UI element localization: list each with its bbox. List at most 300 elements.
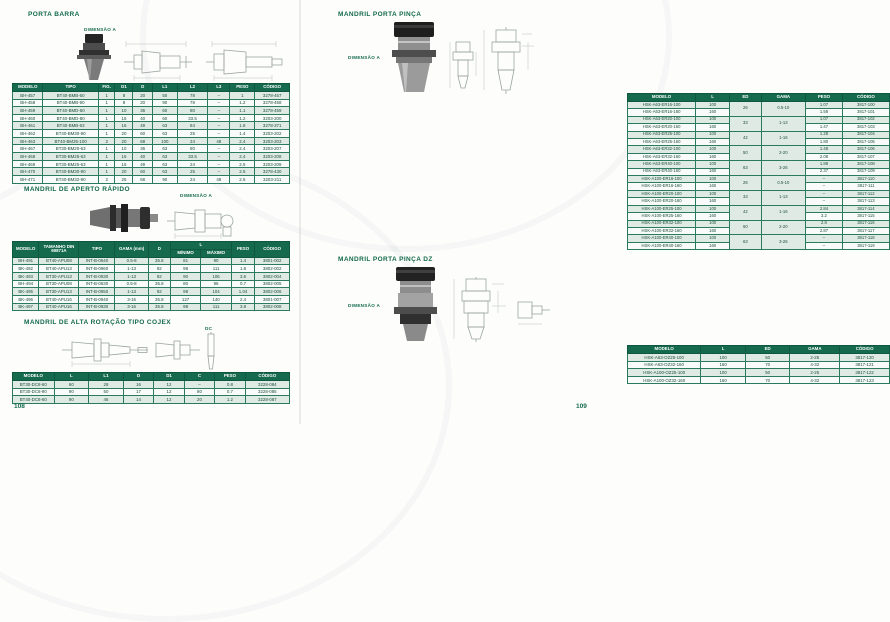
table-cell: BT30-APU08 [39, 280, 79, 288]
table-cell: 0.7 [231, 280, 255, 288]
table-cell: – [208, 160, 230, 168]
table-cell: BT40-APU16 [39, 295, 79, 303]
table-cell: 3817-121 [840, 361, 890, 369]
table-cell: 3817-123 [840, 376, 890, 384]
table-cell: 2.87 [806, 228, 843, 235]
table-cell: HSK-A63-OZ32-160 [628, 361, 701, 369]
table-cell: 49 [133, 160, 152, 168]
table-row [13, 137, 290, 145]
column-header: D [133, 84, 152, 92]
table-cell: BH-462 [13, 130, 43, 138]
table-cell: 3278-458 [255, 99, 290, 107]
table-cell: 50 [89, 388, 124, 396]
table-cell: BH-468 [13, 153, 43, 161]
table-cell: 63 [730, 161, 761, 176]
table-row [13, 396, 290, 404]
table-cell: 36 [133, 145, 152, 153]
table-cell: BH-469 [13, 160, 43, 168]
column-header: ED [745, 346, 790, 354]
table-cell: 70 [745, 361, 790, 369]
table-cell: 3817-113 [842, 198, 889, 205]
table-row [13, 160, 290, 168]
table-cell: HSK-A63-ER20-160 [628, 124, 696, 131]
table-row [13, 122, 290, 130]
table-row [13, 380, 290, 388]
column-header: C [184, 373, 214, 381]
table-cell: BK-497 [13, 303, 39, 311]
table-cell: – [208, 107, 230, 115]
table-cell: BT40-DC8-60 [13, 396, 55, 404]
dimension-label: DIMENSÃO A [180, 193, 213, 198]
table-cell: 1 [98, 168, 115, 176]
table-cell: HSK-A63-ER16-100 [628, 101, 696, 108]
table-cell: 1-16 [761, 205, 806, 220]
column-header: L [54, 373, 89, 381]
table-cell: BT40-BMB-60 [43, 91, 98, 99]
table-cell: 3817-108 [842, 161, 889, 168]
table-cell: 0.8 [215, 380, 245, 388]
table-cell: 160 [696, 153, 730, 160]
table-cell: 25 [177, 168, 207, 176]
section-title-porta-pinca-dz: MANDRIL PORTA PINÇA DZ [338, 256, 433, 263]
table-cell: BT40-BM32-90 [43, 176, 98, 184]
table-cell: 26 [730, 101, 761, 116]
table-cell: – [208, 91, 230, 99]
table-cell: 106 [201, 273, 231, 281]
porta-pinca-dz-table [627, 345, 890, 384]
table-cell: 92 [148, 273, 170, 281]
table-cell: 2.4 [230, 153, 255, 161]
table-cell: 40 [133, 153, 152, 161]
table-cell: 3203-203 [255, 137, 290, 145]
table-cell: 12 [154, 388, 184, 396]
table-cell: 127 [170, 295, 200, 303]
table-cell: 1.8 [231, 265, 255, 273]
column-header: PESO [231, 242, 255, 258]
technical-drawing-cojex-1 [60, 331, 152, 374]
table-cell: 90 [54, 388, 89, 396]
table-cell: – [806, 242, 843, 249]
table-cell: BT30-DC8-90 [13, 388, 55, 396]
table-cell: 25 [115, 176, 133, 184]
table-cell: BH-458 [13, 99, 43, 107]
table-cell: 2.5 [230, 168, 255, 176]
table-cell: HSK-A63-ER32-100 [628, 146, 696, 153]
table-cell: 3-16 [115, 303, 148, 311]
table-row [13, 91, 290, 99]
table-cell: HSK-A100-ER32-100 [628, 220, 696, 227]
column-header: D1 [115, 84, 133, 92]
technical-drawing-pinca-1 [448, 38, 478, 95]
table-cell: 3817-119 [842, 242, 889, 249]
table-cell: 2.08 [806, 153, 843, 160]
table-cell: 49 [133, 122, 152, 130]
technical-drawing-aperto [165, 202, 243, 245]
table-cell: BK-495 [13, 288, 39, 296]
table-cell: 2.6 [230, 176, 255, 184]
table-cell: 80 [184, 388, 214, 396]
table-cell: 63 [152, 145, 177, 153]
table-cell: 48 [208, 137, 230, 145]
table-cell: 3278-457 [255, 91, 290, 99]
table-cell: HSK-A100-ER16-160 [628, 183, 696, 190]
table-cell: 3817-110 [842, 176, 889, 183]
column-header: L2 [177, 84, 207, 92]
table-cell: 25 [177, 130, 207, 138]
table-cell: 0.5-10 [761, 101, 806, 116]
column-header: L [701, 346, 746, 354]
column-header: GAMA [790, 346, 840, 354]
section-title-porta-barra: PORTA BARRA [28, 11, 80, 18]
table-cell: 2-25 [790, 369, 840, 377]
table-cell: HSK-A63-ER40-160 [628, 168, 696, 175]
table-cell: 35.8 [148, 257, 170, 265]
table-row [628, 190, 890, 197]
table-cell: 3802-002 [255, 265, 290, 273]
table-cell: 100 [696, 190, 730, 197]
table-cell: BT30-APU13 [39, 288, 79, 296]
table-cell: 3802-008 [255, 303, 290, 311]
table-cell: BT30-BM20-63 [43, 145, 98, 153]
page-number-left: 108 [14, 403, 25, 410]
table-cell: 70 [745, 376, 790, 384]
table-cell: BK-492 [13, 265, 39, 273]
table-cell: 28 [89, 380, 124, 388]
table-cell: 2.4 [231, 295, 255, 303]
table-cell: 1.4 [230, 130, 255, 138]
table-cell: 68 [133, 137, 152, 145]
table-cell: 3278-371 [255, 122, 290, 130]
table-cell: BH-457 [13, 91, 43, 99]
table-cell: 98 [170, 265, 200, 273]
table-cell: INT-B-0930 [79, 273, 115, 281]
table-row [13, 288, 290, 296]
table-row [13, 107, 290, 115]
table-cell: – [806, 176, 843, 183]
table-row [628, 353, 890, 361]
table-cell: 8 [115, 99, 133, 107]
table-cell: 20 [115, 137, 133, 145]
column-header: CÓDIGO [840, 346, 890, 354]
technical-drawing-pinca-2 [478, 26, 536, 101]
table-cell: 90 [152, 99, 177, 107]
table-cell: 160 [696, 228, 730, 235]
table-cell: 100 [696, 161, 730, 168]
table-cell: 24 [177, 137, 207, 145]
table-cell: 1.07 [806, 116, 843, 123]
table-cell: 3-26 [761, 235, 806, 250]
table-cell: 2.84 [806, 205, 843, 212]
table-cell: 3802-004 [255, 273, 290, 281]
table-cell: 160 [701, 376, 746, 384]
table-row [13, 257, 290, 265]
table-cell: 17 [123, 388, 153, 396]
table-cell: 100 [701, 369, 746, 377]
table-cell: 35.8 [148, 303, 170, 311]
table-cell: 1-13 [761, 190, 806, 205]
table-cell: BT40-BMB-90 [43, 99, 98, 107]
table-cell: 3228-085 [245, 388, 289, 396]
table-cell: 3817-116 [842, 220, 889, 227]
table-cell: 48 [208, 176, 230, 184]
table-cell: 100 [696, 176, 730, 183]
table-cell: BT40-BMB-63 [43, 122, 98, 130]
table-cell: 3817-100 [842, 101, 889, 108]
table-cell: 3228-084 [245, 380, 289, 388]
table-row [628, 101, 890, 108]
table-cell: BT40-BM25-100 [43, 137, 98, 145]
table-cell: 2.4 [230, 145, 255, 153]
table-cell: 16 [115, 153, 133, 161]
table-cell: 1.58 [806, 109, 843, 116]
table-row [628, 176, 890, 183]
table-cell: 1 [98, 114, 115, 122]
table-cell: INT-B-0950 [79, 288, 115, 296]
table-cell: 80 [170, 280, 200, 288]
column-header: CÓDIGO [255, 242, 290, 258]
dc-label: DC [205, 326, 213, 331]
table-cell: 3203-211 [255, 176, 290, 184]
table-cell: 160 [696, 124, 730, 131]
table-cell: 1.88 [806, 161, 843, 168]
table-cell: 3817-117 [842, 228, 889, 235]
table-cell: 50 [730, 220, 761, 235]
table-cell: 100 [696, 220, 730, 227]
table-cell: 98 [170, 303, 200, 311]
table-cell: 10 [115, 145, 133, 153]
table-cell: HSK-A100-ER25-160 [628, 213, 696, 220]
table-row [628, 116, 890, 123]
table-row [13, 388, 290, 396]
table-cell: 50 [730, 146, 761, 161]
table-cell: 20 [115, 130, 133, 138]
table-cell: – [806, 235, 843, 242]
table-cell: 160 [696, 242, 730, 249]
table-row [628, 146, 890, 153]
table-cell: INT-B-0960 [79, 265, 115, 273]
column-header: MODELO [628, 346, 701, 354]
table-cell: 3817-114 [842, 205, 889, 212]
table-cell: 20 [133, 91, 152, 99]
table-cell: 1.48 [806, 146, 843, 153]
table-cell: 100 [696, 146, 730, 153]
table-cell: 1-13 [115, 265, 148, 273]
table-cell: 24 [177, 176, 207, 184]
table-row [13, 145, 290, 153]
table-cell: 35.8 [148, 280, 170, 288]
table-cell: 68 [133, 176, 152, 184]
column-header: PESO [215, 373, 245, 381]
table-cell: HSK-A63-ER20-100 [628, 116, 696, 123]
table-cell: – [208, 130, 230, 138]
table-cell: HSK-A100-ER40-160 [628, 242, 696, 249]
table-row [628, 161, 890, 168]
table-row [13, 280, 290, 288]
table-cell: 92 [148, 288, 170, 296]
table-cell: 2.8 [806, 220, 843, 227]
table-cell: 1 [98, 122, 115, 130]
table-cell: 4-32 [790, 361, 840, 369]
table-cell: – [208, 168, 230, 176]
table-cell: 1.04 [231, 288, 255, 296]
table-cell: 16 [123, 380, 153, 388]
table-cell: HSK-A100-ER16-100 [628, 176, 696, 183]
table-cell: 78 [177, 91, 207, 99]
table-cell: 1.47 [806, 124, 843, 131]
column-header: ED [730, 94, 761, 102]
catalog-page-right [300, 0, 875, 424]
table-cell: HSK-A100-ER20-160 [628, 198, 696, 205]
table-cell: 160 [696, 109, 730, 116]
table-cell: BH-461 [13, 122, 43, 130]
column-header: PESO [230, 84, 255, 92]
column-header: L [696, 94, 730, 102]
table-cell: 33.5 [177, 114, 207, 122]
table-cell: 3-26 [761, 161, 806, 176]
table-cell: 96 [201, 280, 231, 288]
table-cell: 50 [745, 353, 790, 361]
column-header: CÓDIGO [245, 373, 289, 381]
table-cell: 84 [177, 122, 207, 130]
table-cell: 2.5 [230, 160, 255, 168]
column-header: D [123, 373, 153, 381]
table-cell: 63 [152, 122, 177, 130]
table-cell: 3801-002 [255, 257, 290, 265]
table-cell: BH-459 [13, 107, 43, 115]
table-cell: INT-B-0640 [79, 257, 115, 265]
table-cell: 160 [696, 213, 730, 220]
table-cell: 16 [115, 160, 133, 168]
table-cell: BT30-DC8-60 [13, 380, 55, 388]
table-cell: 100 [696, 116, 730, 123]
technical-drawing-fig2 [202, 38, 286, 87]
column-header: GAMA (mm) [115, 242, 148, 258]
table-cell: 90 [170, 273, 200, 281]
table-cell: 0.5-10 [761, 176, 806, 191]
table-row [13, 153, 290, 161]
table-cell: 3817-109 [842, 168, 889, 175]
table-cell: HSK-A100-ER20-100 [628, 190, 696, 197]
table-cell: 3817-107 [842, 153, 889, 160]
table-cell: 160 [696, 168, 730, 175]
table-cell: 3817-103 [842, 124, 889, 131]
table-cell: 3228-087 [245, 396, 289, 404]
table-cell: BH-470 [13, 168, 43, 176]
table-cell: 100 [701, 353, 746, 361]
table-cell: 3203-202 [255, 130, 290, 138]
table-cell: – [184, 380, 214, 388]
column-header: GAMA [761, 94, 806, 102]
aperto-rapido-table [12, 241, 290, 311]
table-cell: 60 [133, 130, 152, 138]
product-photo-porta-pinca-dz [388, 266, 443, 347]
column-header: TIPO [43, 84, 98, 92]
table-cell: 81 [170, 257, 200, 265]
table-cell: 104 [201, 288, 231, 296]
table-cell: 36 [133, 107, 152, 115]
table-cell: BT40-BMD-80 [43, 114, 98, 122]
column-header: MODELO [13, 242, 39, 258]
table-cell: 2 [98, 137, 115, 145]
table-cell: 1.2 [230, 99, 255, 107]
table-cell: 3817-112 [842, 190, 889, 197]
table-cell: 1.28 [806, 131, 843, 138]
table-cell: – [208, 153, 230, 161]
table-cell: 1.80 [806, 138, 843, 145]
column-header: MÍNIMO [170, 249, 200, 257]
table-cell: 60 [152, 107, 177, 115]
table-cell: BH-491 [13, 257, 39, 265]
table-cell: 50 [152, 91, 177, 99]
table-cell: 3203-208 [255, 153, 290, 161]
table-cell: 3817-111 [842, 183, 889, 190]
table-cell: 90 [54, 396, 89, 404]
table-cell: – [806, 198, 843, 205]
column-header: CÓDIGO [255, 84, 290, 92]
table-cell: – [208, 145, 230, 153]
table-row [628, 205, 890, 212]
table-cell: BT30-APU13 [39, 273, 79, 281]
table-cell: 100 [696, 235, 730, 242]
table-cell: BH-494 [13, 280, 39, 288]
table-cell: 3817-105 [842, 138, 889, 145]
table-cell: 3817-102 [842, 116, 889, 123]
table-cell: HSK-A63-ER25-160 [628, 138, 696, 145]
table-cell: 50 [745, 369, 790, 377]
table-row [628, 131, 890, 138]
table-row [628, 376, 890, 384]
table-cell: 63 [152, 153, 177, 161]
table-cell: 92 [148, 265, 170, 273]
table-cell: 100 [696, 101, 730, 108]
table-cell: 3278-459 [255, 107, 290, 115]
table-cell: HSK-A100-ER32-160 [628, 228, 696, 235]
technical-drawing-fig1 [120, 38, 198, 87]
table-cell: 2 [98, 176, 115, 184]
table-cell: 111 [201, 265, 231, 273]
table-cell: 3817-101 [842, 109, 889, 116]
table-cell: 1-13 [115, 288, 148, 296]
table-cell: HSK-A100-ER40-100 [628, 235, 696, 242]
section-title-porta-pinca: MANDRIL PORTA PINÇA [338, 11, 422, 18]
table-cell: INT-B-0630 [79, 280, 115, 288]
table-cell: BT30-BM25-63 [43, 153, 98, 161]
table-cell: 3802-006 [255, 288, 290, 296]
column-header: MODELO [628, 94, 696, 102]
table-cell: 100 [696, 205, 730, 212]
table-row [13, 114, 290, 122]
table-cell: 24 [177, 160, 207, 168]
table-cell: 60 [152, 114, 177, 122]
table-cell: HSK-A100-ER25-100 [628, 205, 696, 212]
technical-drawing-dz-2 [514, 292, 554, 333]
table-cell: 1.07 [806, 101, 843, 108]
table-cell: 46 [89, 396, 124, 404]
table-cell: BT40-APU13 [39, 265, 79, 273]
column-header: PESO [806, 94, 843, 102]
table-cell: 1-16 [761, 131, 806, 146]
table-cell: BK-496 [13, 295, 39, 303]
column-header: L [170, 242, 231, 250]
column-header: MODELO [13, 373, 55, 381]
table-cell: INT-B-0930 [79, 303, 115, 311]
table-cell: HSK-A100-OZ25-100 [628, 369, 701, 377]
table-cell: 63 [152, 168, 177, 176]
table-cell: 1 [98, 99, 115, 107]
table-cell: BH-471 [13, 176, 43, 184]
table-row [628, 369, 890, 377]
table-cell: 1.1 [230, 107, 255, 115]
